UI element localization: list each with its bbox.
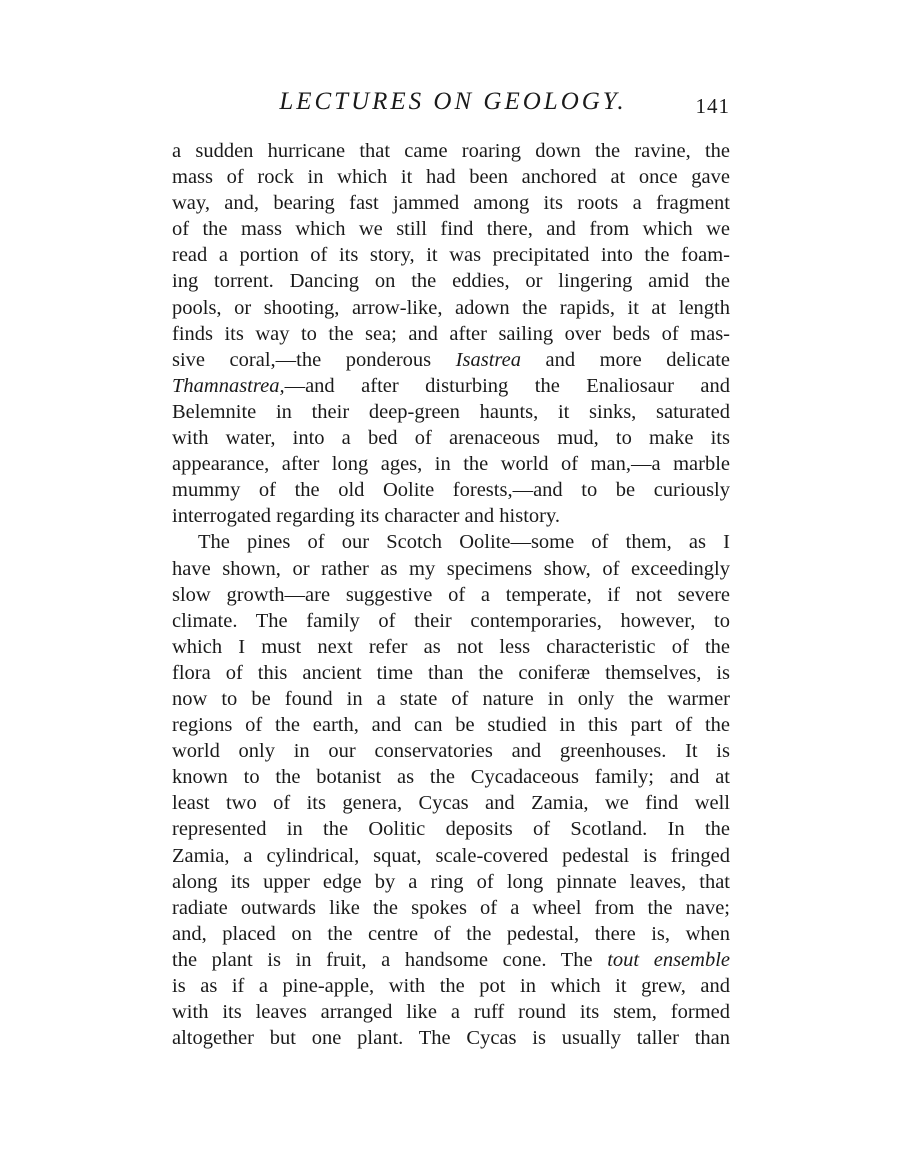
text-line: which I must next refer as not less characteristic of the (172, 635, 730, 658)
text-line: climate. The family of their contemporaries, however, to (172, 609, 730, 632)
running-title: LECTURES ON GEOLOGY. (279, 88, 627, 115)
text-line: Zamia, a cylindrical, squat, scale-covered pedestal is fringed (172, 844, 730, 867)
text-line (172, 373, 730, 399)
text-line: of the mass which we still find there, and from which we (172, 218, 730, 241)
text-line: regions of the earth, and can be studied in this part of the (172, 714, 730, 737)
text-line: and, placed on the centre of the pedestal, there is, when (172, 922, 730, 945)
italic-term-tout-ensemble: tout ensemble (607, 948, 730, 971)
page-number: 141 (695, 94, 730, 118)
text-line: mummy of the old Oolite forests,—and to be curiously (172, 479, 730, 502)
text-line: with its leaves arranged like a ruff round its stem, formed (172, 1001, 730, 1024)
text-line: interrogated regarding its character and history. (172, 505, 561, 528)
text-segment: —and after disturbing the Enaliosaur and (284, 374, 730, 397)
italic-term-thamnastrea: Thamnastrea, (172, 374, 285, 397)
text-line: with water, into a bed of arenaceous mud, to make its (172, 427, 730, 450)
text-line: The pines of our Scotch Oolite—some of them, as I (198, 531, 730, 554)
running-head (170, 86, 736, 126)
text-line: way, and, bearing fast jammed among its roots a fragment (172, 192, 730, 215)
text-line: have shown, or rather as my specimens show, of exceedingly (172, 557, 730, 580)
text-line: least two of its genera, Cycas and Zamia, we find well (172, 792, 730, 815)
text-line: represented in the Oolitic deposits of Scotland. In the (172, 818, 730, 841)
text-line: flora of this ancient time than the coniferæ themselves, is (172, 661, 730, 684)
text-segment: the plant is in fruit, a handsome cone. The (172, 948, 608, 971)
text-segment: sive coral,—the ponderous (172, 348, 456, 371)
text-line: now to be found in a state of nature in only the warmer (172, 687, 730, 710)
text-line: appearance, after long ages, in the world of man,—a marble (172, 453, 730, 476)
text-line: is as if a pine-apple, with the pot in which it grew, and (172, 975, 730, 997)
body-text (172, 138, 730, 1051)
text-line: altogether but one plant. The Cycas is usually taller than (172, 1027, 730, 1050)
text-line: along its upper edge by a ring of long pinnate leaves, that (172, 870, 730, 893)
text-line: mass of rock in which it had been anchored at once gave (172, 166, 730, 189)
text-line: slow growth—are suggestive of a temperate, if not severe (172, 583, 730, 606)
text-line: read a portion of its story, it was precipitated into the foam- (172, 244, 730, 267)
text-segment: and more delicate (520, 348, 730, 371)
text-line (172, 347, 730, 373)
text-line: radiate outwards like the spokes of a wheel from the nave; (172, 896, 730, 919)
text-line: a sudden hurricane that came roaring down the ravine, the (172, 140, 730, 162)
text-line: world only in our conservatories and greenhouses. It is (172, 740, 730, 763)
text-line: finds its way to the sea; and after sailing over beds of mas- (172, 322, 730, 345)
italic-term-isastrea: Isastrea (455, 348, 521, 371)
text-line: Belemnite in their deep-green haunts, it sinks, saturated (172, 400, 730, 423)
text-line: known to the botanist as the Cycadaceous family; and at (172, 766, 730, 789)
text-line: pools, or shooting, arrow-like, adown the rapids, it at length (172, 296, 730, 319)
text-line (172, 947, 730, 973)
text-line: ing torrent. Dancing on the eddies, or lingering amid the (172, 270, 730, 293)
